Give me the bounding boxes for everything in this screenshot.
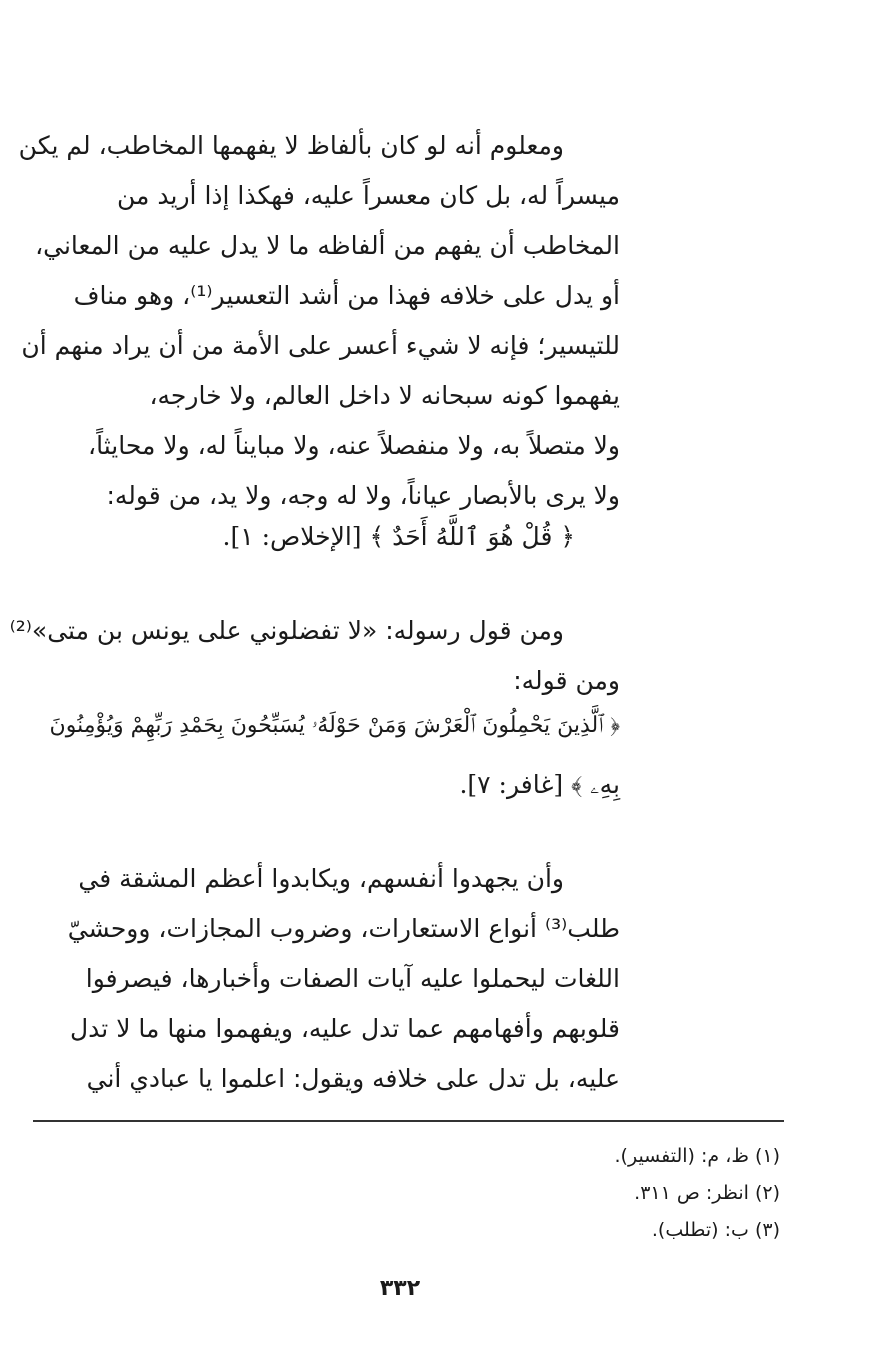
paragraph-2-line: عليه، بل تدل على خلافه ويقول: اعلموا يا عبادي أني	[86, 1064, 620, 1093]
paragraph-1-line: ومعلوم أنه لو كان بألفاظ لا يفهمها المخاطب، لم يكن	[18, 131, 564, 160]
quran-verse-ghafir-line-1: ﴿ ٱلَّذِينَ يَحْمِلُونَ ٱلْعَرْشَ وَمَنْ حَوْلَهُۥ يُسَبِّحُونَ بِحَمْدِ رَبِّهِمْ وَيُؤْمِنُونَ	[49, 713, 620, 738]
paragraph-2-line: طلب⁽³⁾ أنواع الاستعارات، وضروب المجازات، ووحشيّ	[67, 914, 620, 943]
paragraph-2-line: اللغات ليحملوا عليه آيات الصفات وأخبارها، فيصرفوا	[85, 964, 620, 993]
paragraph-1-line: المخاطب أن يفهم من ألفاظه ما لا يدل عليه من المعاني،	[35, 231, 620, 260]
hadith-block	[9, 606, 620, 706]
paragraph-1-line: يفهموا كونه سبحانه لا داخل العالم، ولا خارجه،	[149, 381, 620, 410]
footnote-1: (١) ظ، م: (التفسير).	[614, 1145, 780, 1167]
footnote-2: (٢) انظر: ص ٣١١.	[634, 1182, 780, 1204]
page-number: ٣٣٢	[379, 1276, 421, 1301]
hadith-quote-line: ومن قول رسوله: «لا تفضلوني على يونس بن متى»⁽²⁾	[9, 616, 564, 645]
paragraph-1-line: ميسراً له، بل كان معسراً عليه، فهكذا إذا أريد من	[117, 181, 620, 210]
paragraph-2-line: وأن يجهدوا أنفسهم، ويكابدوا أعظم المشقة في	[78, 864, 564, 893]
footnote-3: (٣) ب: (تطلب).	[651, 1219, 780, 1241]
paragraph-2-line: قلوبهم وأفهامهم عما تدل عليه، ويفهموا منها ما لا تدل	[70, 1014, 620, 1043]
paragraph-1-line: ولا يرى بالأبصار عياناً، ولا له وجه، ولا يد، من قوله:	[106, 481, 620, 510]
footnotes	[360, 1138, 780, 1249]
paragraph-1	[18, 121, 620, 521]
hadith-followup-line: ومن قوله:	[513, 666, 620, 695]
footnote-divider	[33, 1120, 784, 1122]
paragraph-1-line: أو يدل على خلافه فهذا من أشد التعسير⁽¹⁾، وهو مناف	[73, 281, 620, 310]
quran-verse-ghafir-line-2: بِهِۦ ﴾ [غافر: ٧].	[459, 770, 620, 799]
paragraph-1-line: للتيسير؛ فإنه لا شيء أعسر على الأمة من أن يراد منهم أن	[21, 331, 620, 360]
paragraph-1-line: ولا متصلاً به، ولا منفصلاً عنه، ولا مبايناً له، ولا محايثاً،	[88, 431, 620, 460]
paragraph-2	[40, 854, 620, 1104]
quran-verse-ikhlas: ﴿ قُلْ هُوَ ٱللَّهُ أَحَدٌ ﴾ [الإخلاص: ١].	[222, 522, 575, 551]
